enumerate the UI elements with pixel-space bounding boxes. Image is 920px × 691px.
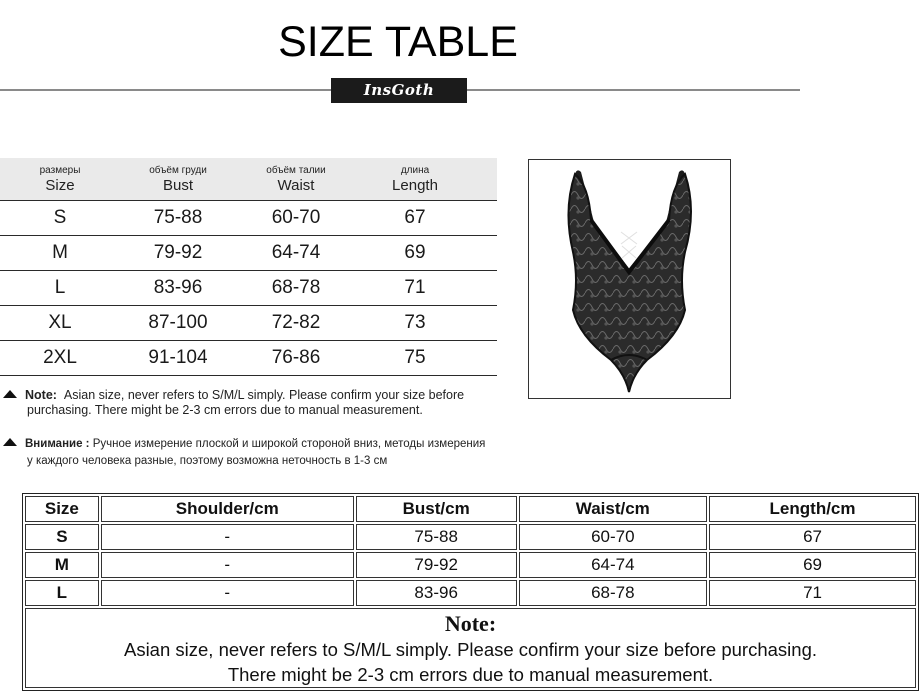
cell-waist: 72-82 (236, 306, 356, 341)
page-title: SIZE TABLE (278, 18, 518, 66)
table-row (0, 341, 497, 376)
col-waist-ru-label: объём талии (266, 164, 326, 176)
col-size-header: Size (25, 496, 99, 522)
col-length-header: Length/cm (709, 496, 916, 522)
col-bust-header (120, 158, 236, 201)
ru-note-label: Внимание : (25, 438, 90, 450)
cm-table-note (25, 608, 916, 688)
cell-length: 75 (356, 341, 474, 376)
cell-length: 69 (356, 236, 474, 271)
warning-triangle-icon (3, 390, 17, 398)
cell-bust: 87-100 (120, 306, 236, 341)
cm-note-line2: There might be 2-3 cm errors due to manual measurement. (227, 664, 714, 685)
cell-waist: 64-74 (519, 552, 707, 578)
cm-note-line1: Asian size, never refers to S/M/L simply. Please confirm your size before purchasing. (123, 639, 817, 660)
size-note-ru-line1 (3, 436, 523, 453)
size-note-en (3, 388, 513, 418)
col-size-ru-label: размеры (39, 164, 81, 176)
cell-length: 71 (356, 271, 474, 306)
cell-bust: 83-96 (356, 580, 517, 606)
cell-bust: 91-104 (120, 341, 236, 376)
cell-waist: 60-70 (236, 201, 356, 236)
cell-shoulder: - (101, 552, 354, 578)
warning-triangle-icon (3, 438, 17, 446)
cell-waist: 64-74 (236, 236, 356, 271)
cell-bust: 75-88 (120, 201, 236, 236)
cell-size: 2XL (0, 341, 120, 376)
col-size-header (0, 158, 120, 201)
cell-bust: 83-96 (120, 271, 236, 306)
cell-bust: 79-92 (120, 236, 236, 271)
cell-spacer (474, 201, 497, 236)
table-row (0, 271, 497, 306)
black-lace-bodysuit-icon (529, 160, 730, 398)
cell-size: M (25, 552, 99, 578)
cell-waist: 68-78 (519, 580, 707, 606)
table-row (0, 236, 497, 271)
col-length-header (356, 158, 474, 201)
cell-length: 71 (709, 580, 916, 606)
brand-logo: InsGoth (331, 78, 467, 103)
col-waist-header: Waist/cm (519, 496, 707, 522)
note-text-line2: purchasing. There might be 2-3 cm errors due to manual measurement. (27, 403, 423, 417)
size-table-ru (0, 158, 497, 376)
cell-spacer (474, 341, 497, 376)
cell-length: 69 (709, 552, 916, 578)
note-text-line1: Asian size, never refers to S/M/L simply. Please confirm your size before (63, 388, 465, 402)
size-table-cm (22, 493, 919, 691)
col-size-en-label: Size (45, 176, 75, 194)
cell-size: XL (0, 306, 120, 341)
cell-length: 73 (356, 306, 474, 341)
col-waist-en-label: Waist (277, 176, 315, 194)
col-waist-header (236, 158, 356, 201)
ru-note-text-line1: Ручное измерение плоской и широкой стороной вниз, методы измерения (92, 438, 486, 450)
col-bust-ru-label: объём груди (149, 164, 207, 176)
size-note-en-line1 (3, 388, 513, 403)
cell-length: 67 (356, 201, 474, 236)
cm-note-title: Note: (444, 611, 497, 636)
cell-bust: 79-92 (356, 552, 517, 578)
cell-size: S (0, 201, 120, 236)
cm-table-note-row (25, 608, 916, 688)
table-row (25, 552, 916, 578)
col-shoulder-header: Shoulder/cm (101, 496, 354, 522)
cell-size: L (25, 580, 99, 606)
table-row (0, 306, 497, 341)
cell-size: M (0, 236, 120, 271)
cell-waist: 68-78 (236, 271, 356, 306)
product-image (528, 159, 731, 399)
cell-bust: 75-88 (356, 524, 517, 550)
cell-waist: 60-70 (519, 524, 707, 550)
size-table-header (0, 158, 497, 201)
table-row (25, 580, 916, 606)
cm-table-header (25, 496, 916, 522)
cell-spacer (474, 271, 497, 306)
cell-length: 67 (709, 524, 916, 550)
col-bust-en-label: Bust (162, 176, 193, 194)
col-length-en-label: Length (392, 176, 438, 194)
cell-spacer (474, 236, 497, 271)
cell-size: L (0, 271, 120, 306)
size-note-ru (3, 436, 523, 470)
table-row (25, 524, 916, 550)
cell-shoulder: - (101, 580, 354, 606)
col-bust-header: Bust/cm (356, 496, 517, 522)
cell-size: S (25, 524, 99, 550)
cell-spacer (474, 306, 497, 341)
col-length-ru-label: длина (400, 164, 430, 176)
table-row (0, 201, 497, 236)
cell-shoulder: - (101, 524, 354, 550)
col-spacer-header (474, 158, 497, 201)
note-label: Note: (25, 388, 57, 402)
ru-note-text-line2: у каждого человека разные, поэтому возможна неточность в 1-3 см (27, 455, 388, 467)
cell-waist: 76-86 (236, 341, 356, 376)
